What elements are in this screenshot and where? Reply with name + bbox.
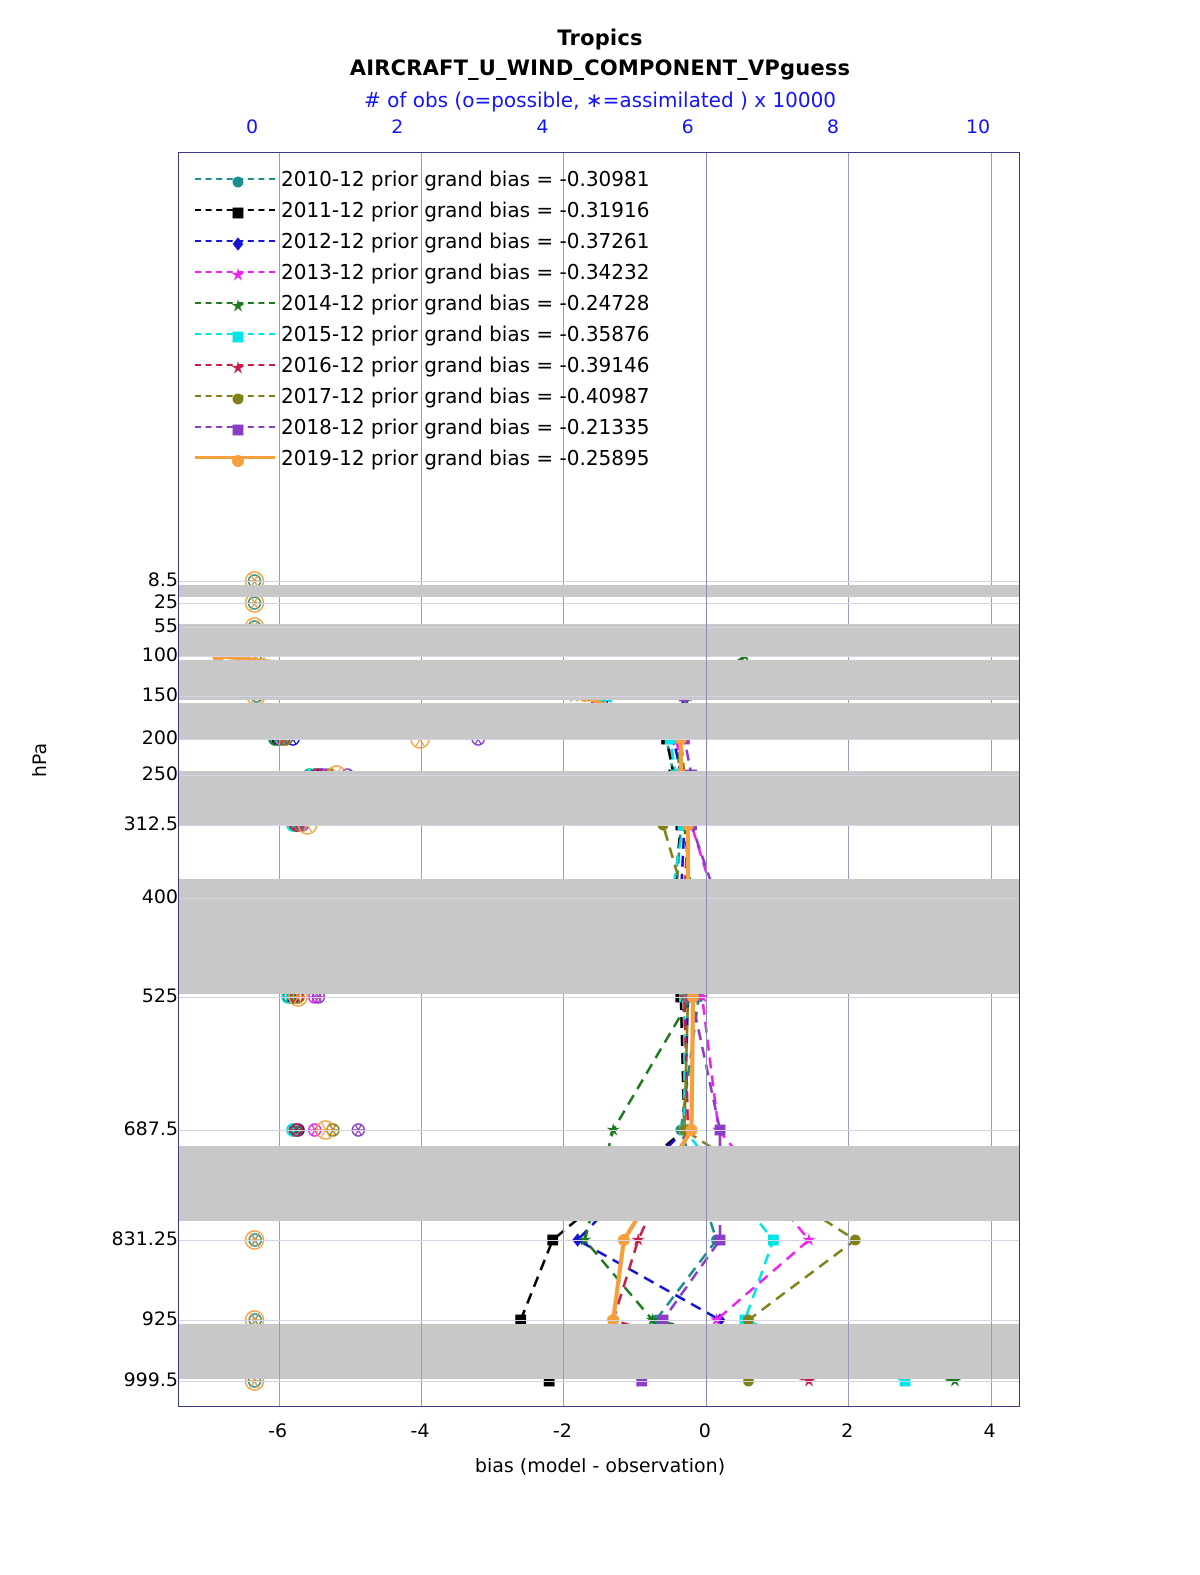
top-tick-label: 8 bbox=[826, 116, 839, 138]
pressure-tick-label: 400 bbox=[141, 886, 178, 908]
data-point bbox=[233, 207, 244, 218]
pressure-tick-label: 25 bbox=[153, 591, 178, 613]
gridline-horizontal bbox=[179, 1320, 1019, 1321]
gridline-horizontal bbox=[179, 825, 1019, 826]
series-line bbox=[585, 656, 955, 1381]
top-tick-label: 2 bbox=[391, 116, 404, 138]
bottom-tick-label: -2 bbox=[552, 1420, 572, 1442]
legend-label: 2016-12 prior grand bias = -0.39146 bbox=[281, 352, 650, 377]
legend-label: 2012-12 prior grand bias = -0.37261 bbox=[281, 228, 650, 253]
legend-label: 2015-12 prior grand bias = -0.35876 bbox=[281, 321, 650, 346]
legend-item bbox=[195, 318, 649, 349]
legend-label: 2019-12 prior grand bias = -0.25895 bbox=[281, 445, 650, 470]
top-tick-label: 10 bbox=[965, 116, 991, 138]
gridline-horizontal bbox=[179, 1130, 1019, 1131]
legend-item bbox=[195, 411, 649, 442]
shaded-band bbox=[179, 771, 1019, 826]
top-tick-label: 4 bbox=[536, 116, 549, 138]
legend-label: 2010-12 prior grand bias = -0.30981 bbox=[281, 166, 650, 191]
shaded-band bbox=[179, 585, 1019, 597]
bottom-tick-label: -4 bbox=[410, 1420, 430, 1442]
series-4 bbox=[270, 649, 961, 1387]
gridline-horizontal bbox=[179, 898, 1019, 899]
pressure-tick-label: 150 bbox=[141, 684, 178, 706]
legend-marker-diamond-icon bbox=[229, 235, 241, 247]
legend-label: 2014-12 prior grand bias = -0.24728 bbox=[281, 290, 650, 315]
y-axis-label: hPa bbox=[29, 742, 51, 778]
plot-area bbox=[178, 152, 1020, 1407]
data-point bbox=[232, 455, 244, 467]
chart-title-line1: Tropics bbox=[557, 26, 643, 50]
legend-item bbox=[195, 380, 649, 411]
gridline-horizontal bbox=[179, 696, 1019, 697]
gridline-horizontal bbox=[179, 603, 1019, 604]
shaded-band bbox=[179, 1146, 1019, 1221]
gridline-horizontal bbox=[179, 1240, 1019, 1241]
legend-label: 2018-12 prior grand bias = -0.21335 bbox=[281, 414, 650, 439]
data-point bbox=[233, 176, 244, 187]
pressure-tick-label: 687.5 bbox=[123, 1118, 178, 1140]
legend-marker-star-icon bbox=[229, 297, 241, 309]
legend-swatch bbox=[195, 449, 275, 467]
pressure-tick-label: 55 bbox=[153, 615, 178, 637]
legend bbox=[195, 163, 649, 473]
legend-swatch bbox=[195, 201, 275, 219]
legend-item bbox=[195, 442, 649, 473]
legend-item bbox=[195, 287, 649, 318]
legend-item bbox=[195, 163, 649, 194]
legend-label: 2013-12 prior grand bias = -0.34232 bbox=[281, 259, 650, 284]
bottom-tick-label: 0 bbox=[698, 1420, 711, 1442]
pressure-tick-label: 8.5 bbox=[147, 569, 178, 591]
zero-line bbox=[706, 153, 708, 1406]
legend-marker-circle-icon bbox=[229, 390, 241, 402]
gridline-horizontal bbox=[179, 1381, 1019, 1382]
legend-marker-square-icon bbox=[229, 328, 241, 340]
shaded-band bbox=[179, 879, 1019, 994]
top-tick-label: 0 bbox=[246, 116, 259, 138]
data-point bbox=[231, 299, 244, 312]
data-point bbox=[233, 424, 244, 435]
legend-label: 2017-12 prior grand bias = -0.40987 bbox=[281, 383, 650, 408]
pressure-tick-label: 999.5 bbox=[123, 1369, 178, 1391]
legend-marker-square-icon bbox=[229, 204, 241, 216]
legend-item bbox=[195, 194, 649, 225]
legend-swatch bbox=[195, 418, 275, 436]
pressure-tick-label: 200 bbox=[141, 727, 178, 749]
legend-swatch bbox=[195, 356, 275, 374]
legend-item bbox=[195, 225, 649, 256]
legend-swatch bbox=[195, 294, 275, 312]
gridline-horizontal bbox=[179, 581, 1019, 582]
gridline-horizontal bbox=[179, 627, 1019, 628]
gridline-horizontal bbox=[179, 739, 1019, 740]
gridline-horizontal bbox=[179, 656, 1019, 657]
bottom-tick-label: 4 bbox=[983, 1420, 996, 1442]
legend-marker-square-icon bbox=[229, 421, 241, 433]
gridline-horizontal bbox=[179, 997, 1019, 998]
bottom-tick-label: 2 bbox=[841, 1420, 854, 1442]
top-tick-label: 6 bbox=[681, 116, 694, 138]
pressure-tick-label: 100 bbox=[141, 644, 178, 666]
x-axis-label: bias (model - observation) bbox=[474, 1455, 726, 1477]
pressure-tick-label: 925 bbox=[141, 1308, 178, 1330]
gridline-horizontal bbox=[179, 775, 1019, 776]
shaded-band bbox=[179, 1324, 1019, 1379]
chart-title-line2: AIRCRAFT_U_WIND_COMPONENT_VPguess bbox=[349, 56, 851, 80]
legend-marker-star-icon bbox=[229, 266, 241, 278]
legend-item bbox=[195, 349, 649, 380]
legend-swatch bbox=[195, 170, 275, 188]
pressure-tick-label: 831.25 bbox=[111, 1228, 178, 1250]
shaded-band bbox=[179, 703, 1019, 739]
pressure-tick-label: 312.5 bbox=[123, 813, 178, 835]
data-point bbox=[233, 393, 244, 404]
legend-swatch bbox=[195, 263, 275, 281]
legend-marker-circle-icon bbox=[229, 173, 241, 185]
legend-swatch bbox=[195, 325, 275, 343]
top-axis-title: # of obs (o=possible, ∗=assimilated ) x 10000 bbox=[363, 88, 837, 112]
data-point bbox=[231, 268, 244, 281]
data-point bbox=[233, 331, 244, 342]
legend-marker-circle-icon bbox=[229, 452, 241, 464]
shaded-band bbox=[179, 624, 1019, 656]
legend-item bbox=[195, 256, 649, 287]
pressure-tick-label: 525 bbox=[141, 985, 178, 1007]
data-point bbox=[231, 361, 244, 374]
legend-marker-star-icon bbox=[229, 359, 241, 371]
legend-label: 2011-12 prior grand bias = -0.31916 bbox=[281, 197, 650, 222]
pressure-tick-label: 250 bbox=[141, 763, 178, 785]
legend-swatch bbox=[195, 387, 275, 405]
bottom-tick-label: -6 bbox=[268, 1420, 288, 1442]
legend-swatch bbox=[195, 232, 275, 250]
shaded-band bbox=[179, 660, 1019, 700]
